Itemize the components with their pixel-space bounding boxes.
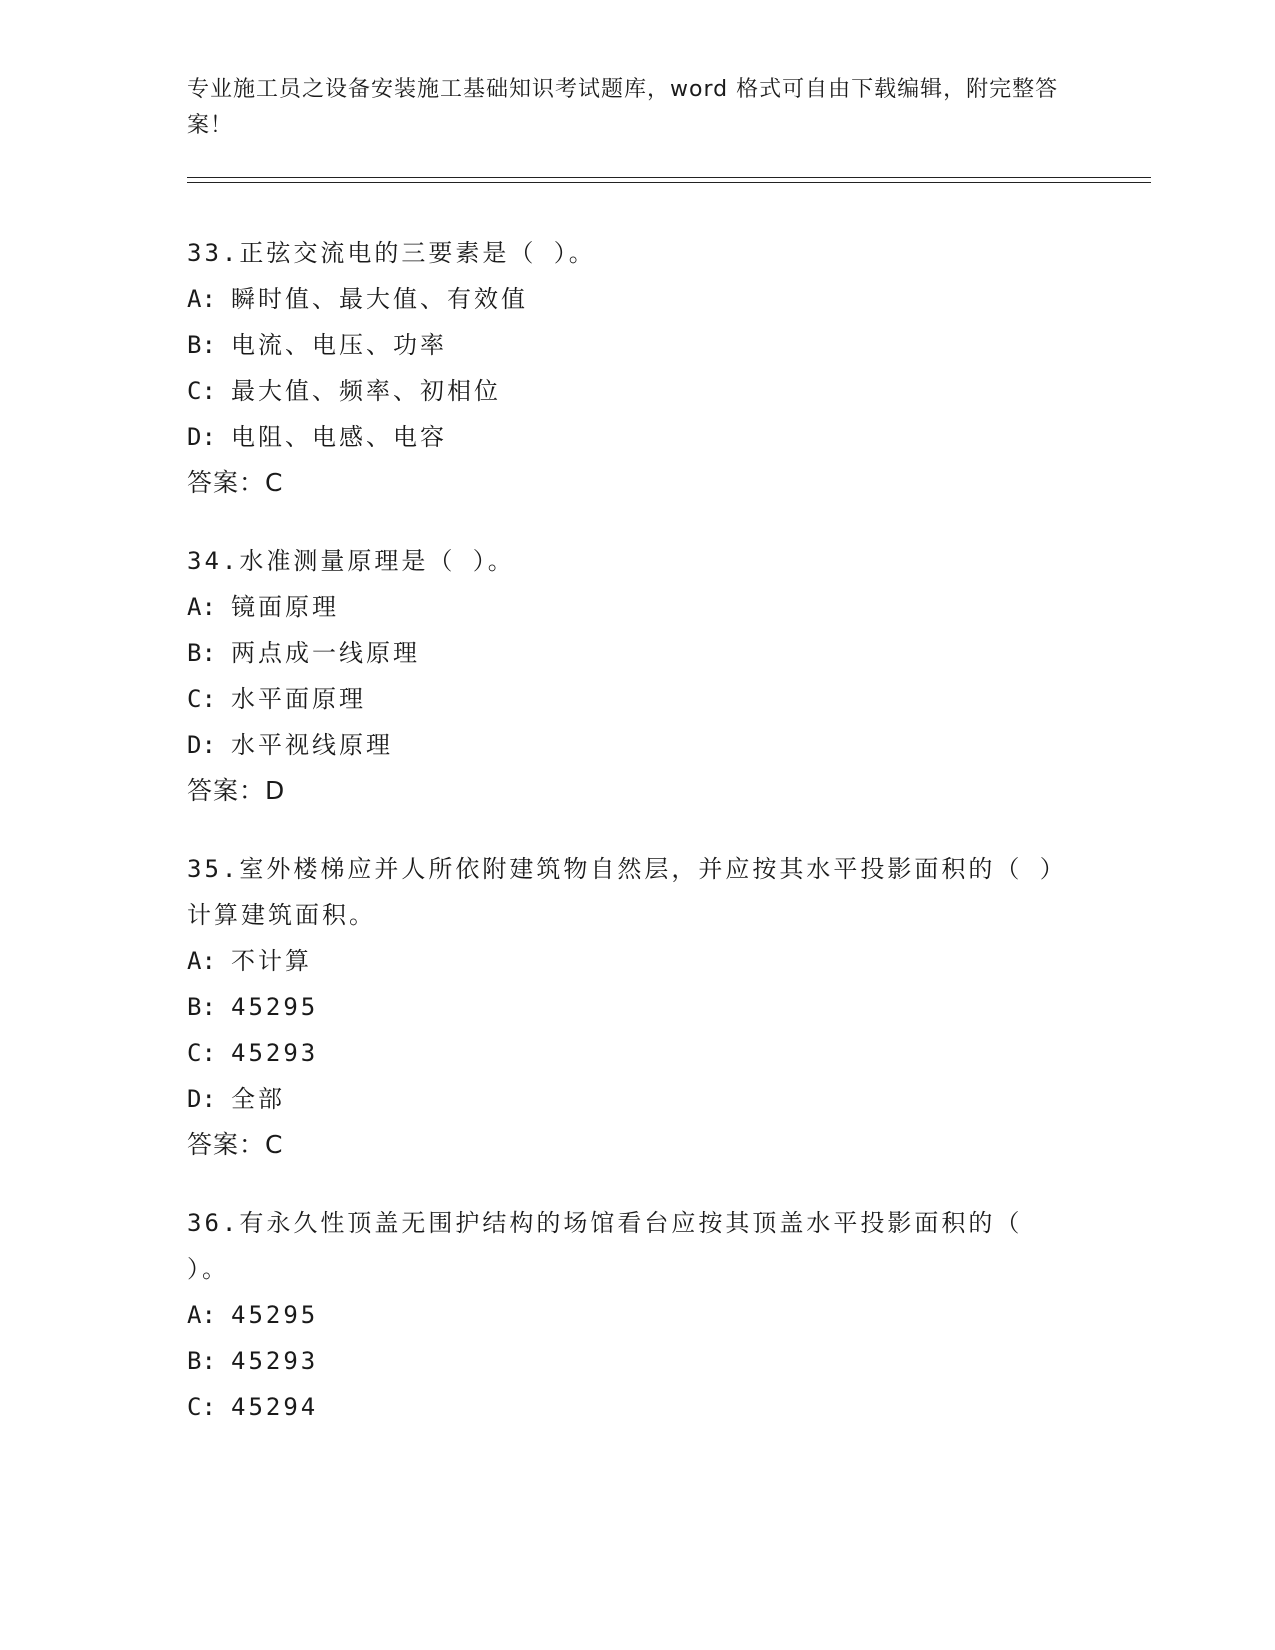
question-34 xyxy=(187,538,1087,814)
option-a xyxy=(187,276,1087,322)
option-key: A: xyxy=(187,285,216,313)
question-35 xyxy=(187,846,1087,1168)
option-d xyxy=(187,414,1087,460)
option-text: 最大值、频率、初相位 xyxy=(231,377,501,405)
option-b xyxy=(187,1338,1087,1384)
option-text: 瞬时值、最大值、有效值 xyxy=(231,285,528,313)
option-text: 电阻、电感、电容 xyxy=(231,423,447,451)
option-text: 45294 xyxy=(231,1393,319,1421)
option-text: 水平视线原理 xyxy=(231,731,393,759)
question-stem: 34.水准测量原理是（ ）。 xyxy=(187,547,515,575)
question-stem: 36.有永久性顶盖无围护结构的场馆看台应按其顶盖水平投影面积的（ ）。 xyxy=(187,1209,1023,1283)
option-text: 电流、电压、功率 xyxy=(231,331,447,359)
option-b xyxy=(187,984,1087,1030)
option-text: 45295 xyxy=(231,993,319,1021)
option-a xyxy=(187,938,1087,984)
option-c xyxy=(187,1384,1087,1430)
option-key: D: xyxy=(187,731,216,759)
answer-line: 答案：C xyxy=(187,468,284,497)
option-c xyxy=(187,368,1087,414)
question-stem: 33.正弦交流电的三要素是（ ）。 xyxy=(187,239,596,267)
answer-line: 答案：D xyxy=(187,776,286,805)
question-list xyxy=(187,230,1087,1462)
option-key: C: xyxy=(187,1393,216,1421)
document-header: 专业施工员之设备安装施工基础知识考试题库，word 格式可自由下载编辑，附完整答案！ xyxy=(187,77,1059,138)
option-key: D: xyxy=(187,1085,216,1113)
option-text: 水平面原理 xyxy=(231,685,366,713)
question-36 xyxy=(187,1200,1087,1430)
option-key: A: xyxy=(187,1301,216,1329)
option-key: A: xyxy=(187,947,216,975)
option-text: 全部 xyxy=(231,1085,285,1113)
option-d xyxy=(187,1076,1087,1122)
option-a xyxy=(187,1292,1087,1338)
header-divider-top xyxy=(187,177,1151,178)
option-key: C: xyxy=(187,1039,216,1067)
option-text: 45293 xyxy=(231,1039,319,1067)
option-key: B: xyxy=(187,639,216,667)
option-key: B: xyxy=(187,993,216,1021)
option-text: 不计算 xyxy=(231,947,312,975)
option-key: B: xyxy=(187,331,216,359)
option-b xyxy=(187,322,1087,368)
option-c xyxy=(187,676,1087,722)
option-key: D: xyxy=(187,423,216,451)
option-c xyxy=(187,1030,1087,1076)
option-d xyxy=(187,722,1087,768)
option-key: A: xyxy=(187,593,216,621)
option-key: C: xyxy=(187,685,216,713)
question-stem: 35.室外楼梯应并人所依附建筑物自然层，并应按其水平投影面积的（ ）计算建筑面积。 xyxy=(187,855,1067,929)
option-text: 镜面原理 xyxy=(231,593,339,621)
option-key: C: xyxy=(187,377,216,405)
option-text: 45293 xyxy=(231,1347,319,1375)
option-b xyxy=(187,630,1087,676)
answer-line: 答案：C xyxy=(187,1130,284,1159)
header-divider-bottom xyxy=(187,182,1151,183)
option-text: 45295 xyxy=(231,1301,319,1329)
option-a xyxy=(187,584,1087,630)
option-key: B: xyxy=(187,1347,216,1375)
question-33 xyxy=(187,230,1087,506)
option-text: 两点成一线原理 xyxy=(231,639,420,667)
